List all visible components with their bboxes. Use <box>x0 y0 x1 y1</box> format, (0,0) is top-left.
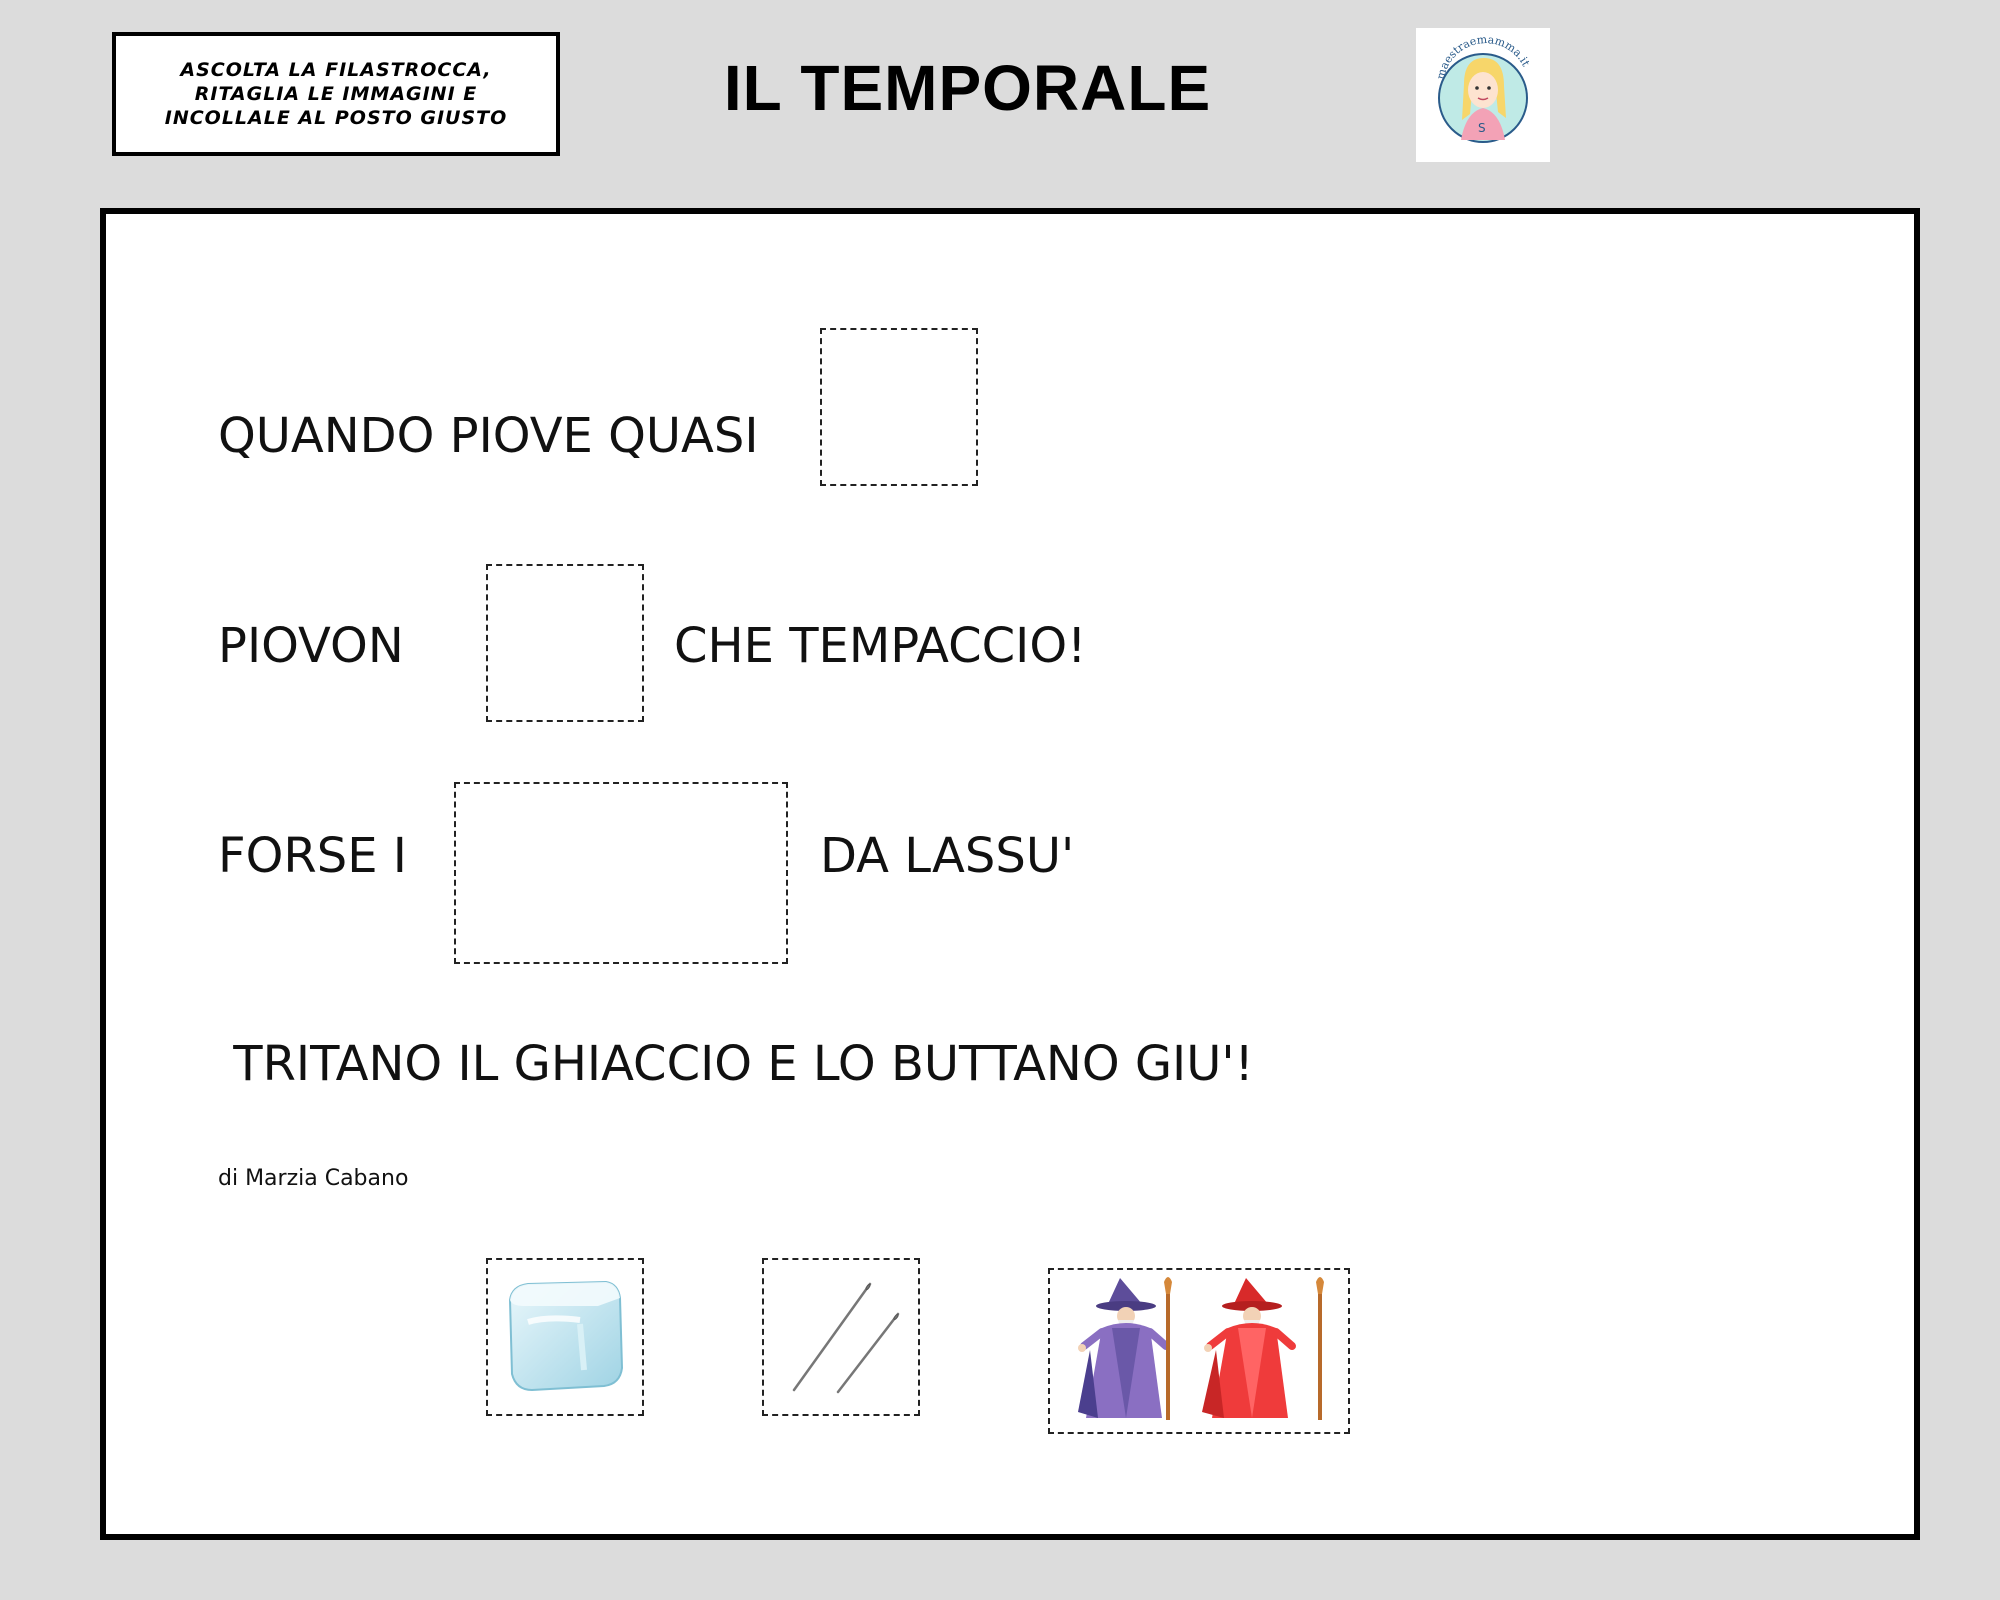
svg-text:S: S <box>1478 121 1486 135</box>
ice-cube-icon <box>488 1260 642 1414</box>
paste-slot-3[interactable] <box>454 782 788 964</box>
poem-line-2a: PIOVON <box>218 618 404 674</box>
needles-icon <box>764 1260 918 1414</box>
cutout-wizards[interactable] <box>1048 1268 1350 1434</box>
logo <box>1416 28 1550 162</box>
logo-icon <box>1416 28 1550 162</box>
paste-slot-2[interactable] <box>486 564 644 722</box>
poem-line-2b: CHE TEMPACCIO! <box>674 618 1087 674</box>
cutout-needles[interactable] <box>762 1258 920 1416</box>
logo-text: maestraemamma.it <box>1433 32 1533 81</box>
instruction-box <box>112 32 560 156</box>
page-title: IL TEMPORALE <box>723 52 1212 124</box>
wizards-icon <box>1050 1270 1348 1432</box>
instruction-text: ASCOLTA LA FILASTROCCA, RITAGLIA LE IMMAGINI E INCOLLALE AL POSTO GIUSTO <box>164 59 508 129</box>
poem-line-4: TRITANO IL GHIACCIO E LO BUTTANO GIU'! <box>218 1036 1254 1092</box>
poem-line-1: QUANDO PIOVE QUASI <box>218 408 759 464</box>
poem-line-3b: DA LASSU' <box>820 828 1075 884</box>
worksheet <box>100 208 1920 1540</box>
poem-line-3a: FORSE I <box>218 828 407 884</box>
author-credit: di Marzia Cabano <box>218 1166 409 1191</box>
cutout-ice-cube[interactable] <box>486 1258 644 1416</box>
paste-slot-1[interactable] <box>820 328 978 486</box>
